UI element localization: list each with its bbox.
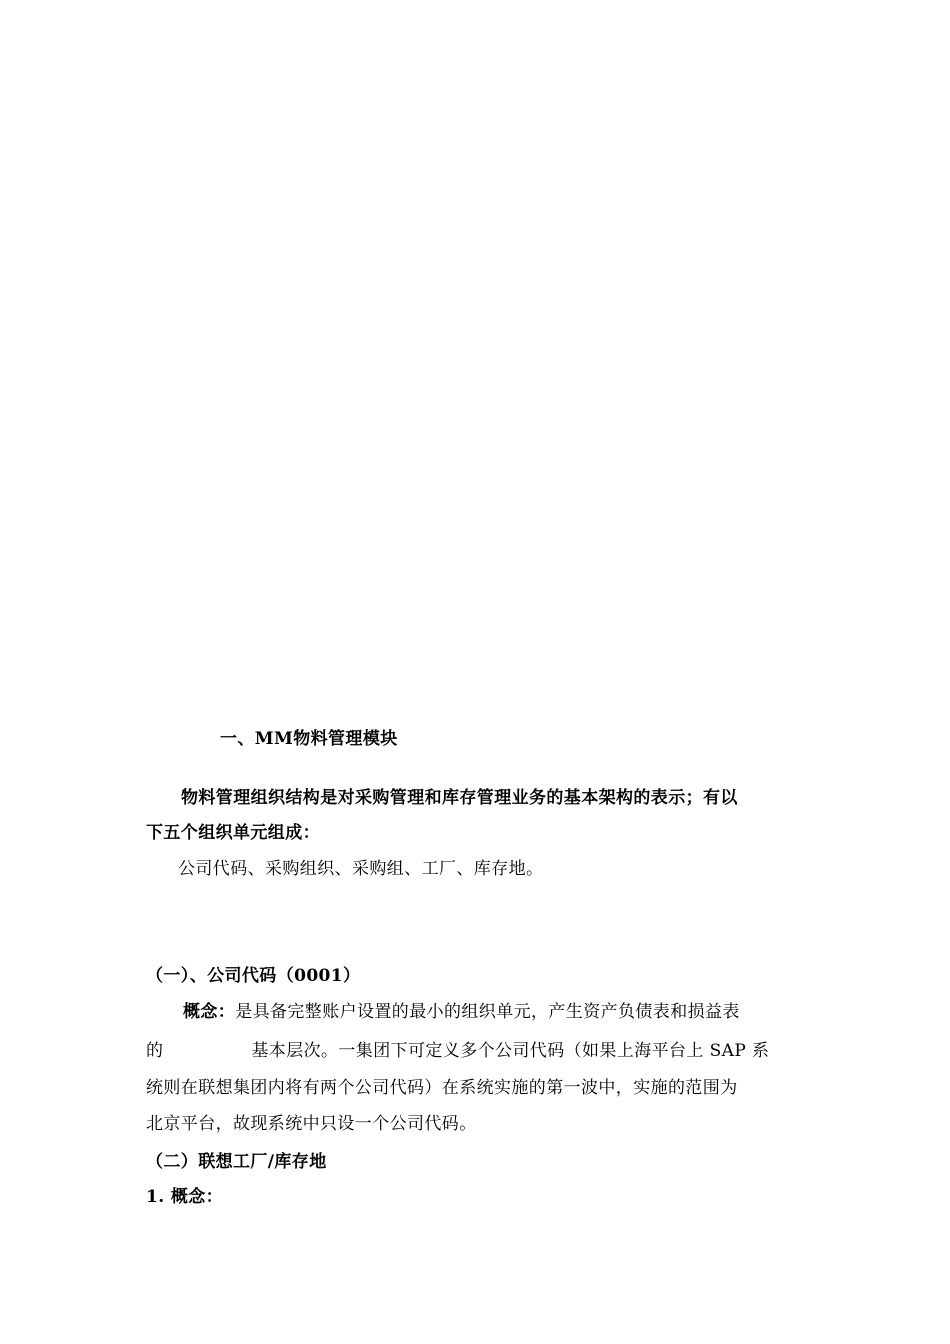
intro-paragraph-line-1: 物料管理组织结构是对采购管理和库存管理业务的基本架构的表示；有以 bbox=[181, 788, 738, 808]
plant-storage-item-1: 1. 概念： bbox=[146, 1187, 224, 1207]
company-code-heading: （一）、公司代码（0001） bbox=[146, 966, 361, 986]
company-code-concept-line-4: 北京平台，故现系统中只设一个公司代码。 bbox=[146, 1114, 477, 1134]
plant-storage-heading: （二）联想工厂/库存地 bbox=[146, 1152, 327, 1172]
section-title: 一、MM物料管理模块 bbox=[220, 729, 398, 749]
intro-paragraph-line-2: 下五个组织单元组成： bbox=[146, 823, 320, 843]
organization-units-line: 公司代码、采购组织、采购组、工厂、库存地。 bbox=[178, 859, 544, 879]
company-code-concept-line-3: 统则在联想集团内将有两个公司代码）在系统实施的第一波中，实施的范围为 bbox=[146, 1078, 738, 1098]
concept-line-2-rest: 基本层次。一集团下可定义多个公司代码（如果上海平台上 SAP 系 bbox=[251, 1041, 770, 1061]
company-code-concept-line-2 bbox=[146, 1038, 806, 1064]
company-code-concept-line-1 bbox=[183, 999, 843, 1025]
concept-text: 是具备完整账户设置的最小的组织单元，产生资产负债表和损益表 bbox=[235, 1002, 740, 1022]
concept-label: 概念： bbox=[183, 1002, 236, 1022]
concept-line-2-start: 的 bbox=[146, 1041, 164, 1061]
